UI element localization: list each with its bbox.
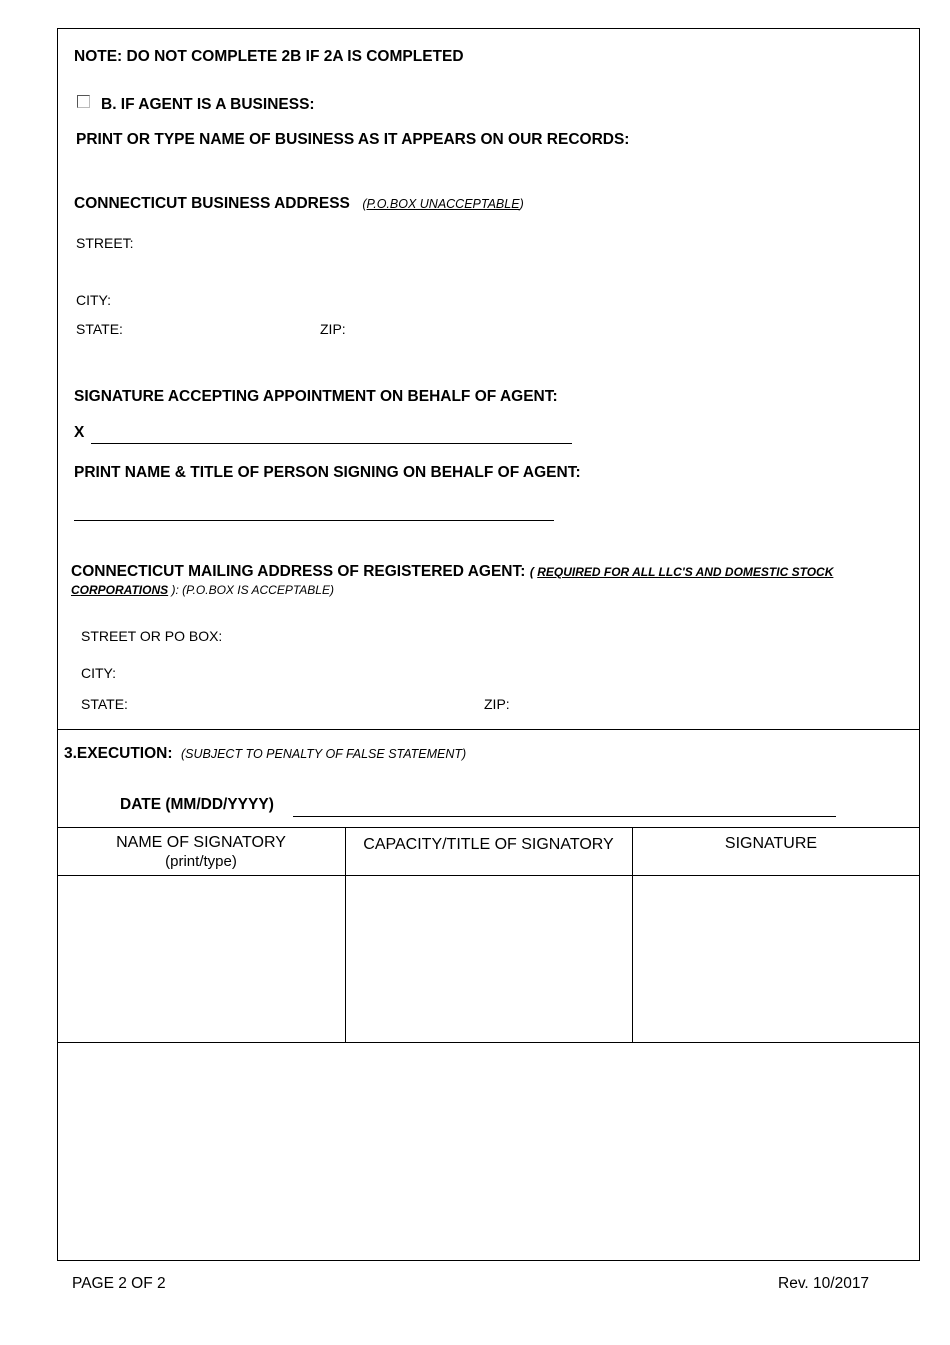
- section-divider: [57, 729, 920, 730]
- business-name-label: PRINT OR TYPE NAME OF BUSINESS AS IT APPEARS ON OUR RECORDS:: [76, 131, 630, 148]
- col-header-name-line2: (print/type): [165, 853, 237, 870]
- page-number: PAGE 2 OF 2: [72, 1275, 166, 1292]
- signatory-name-cell[interactable]: [58, 876, 344, 1041]
- execution-note: (SUBJECT TO PENALTY OF FALSE STATEMENT): [180, 747, 467, 761]
- business-address-heading: CONNECTICUT BUSINESS ADDRESS: [74, 195, 350, 212]
- date-line[interactable]: [293, 816, 836, 817]
- signatory-capacity-cell[interactable]: [346, 876, 631, 1041]
- revision-date: Rev. 10/2017: [778, 1275, 870, 1292]
- mailing-address-heading-block: [71, 564, 833, 580]
- execution-heading: 3.EXECUTION:: [64, 745, 173, 762]
- signatory-signature-cell[interactable]: [633, 876, 919, 1041]
- col-header-name-of-signatory: [57, 833, 345, 871]
- mailing-required-line2: CORPORATIONS: [71, 583, 169, 597]
- mailing-required-line1: REQUIRED FOR ALL LLC'S AND DOMESTIC STOCK: [537, 565, 834, 579]
- business-state-field[interactable]: [130, 316, 310, 338]
- execution-heading-row: [64, 745, 466, 763]
- business-city-field[interactable]: [118, 287, 898, 309]
- note-open-paren: (: [362, 197, 367, 211]
- section-b-title: B. IF AGENT IS A BUSINESS:: [101, 96, 315, 113]
- business-city-label: CITY:: [76, 292, 112, 308]
- mailing-address-heading: CONNECTICUT MAILING ADDRESS OF REGISTERED AGENT:: [71, 563, 526, 580]
- col-header-capacity-title: CAPACITY/TITLE OF SIGNATORY: [363, 836, 614, 853]
- business-zip-field[interactable]: [350, 316, 550, 338]
- business-address-heading-row: [74, 195, 524, 213]
- agent-signature-line[interactable]: [91, 443, 572, 444]
- table-bottom-border: [57, 1042, 920, 1043]
- mailing-zip-field[interactable]: [515, 691, 895, 713]
- note-text: NOTE: DO NOT COMPLETE 2B IF 2A IS COMPLETED: [74, 48, 464, 65]
- print-name-title-line[interactable]: [74, 520, 554, 521]
- business-street-field[interactable]: [140, 230, 900, 254]
- business-name-field[interactable]: [76, 150, 906, 180]
- table-top-border: [57, 827, 920, 828]
- note-text-underlined: P.O.BOX UNACCEPTABLE: [366, 197, 520, 211]
- col-header-signature: SIGNATURE: [724, 835, 818, 852]
- mailing-state-label: STATE:: [81, 696, 128, 712]
- note-close-paren: ): [519, 197, 524, 211]
- mailing-note-rest: ): (P.O.BOX IS ACCEPTABLE): [168, 583, 334, 597]
- mailing-zip-label: ZIP:: [484, 696, 510, 712]
- po-box-unacceptable-note: [362, 197, 523, 211]
- print-name-title-heading: PRINT NAME & TITLE OF PERSON SIGNING ON BEHALF OF AGENT:: [74, 464, 581, 481]
- agent-business-checkbox[interactable]: [77, 95, 90, 108]
- business-state-label: STATE:: [76, 321, 123, 337]
- date-label: DATE (MM/DD/YYYY): [120, 796, 274, 813]
- mailing-street-field[interactable]: [230, 623, 900, 645]
- business-street-label: STREET:: [76, 235, 134, 251]
- mailing-city-field[interactable]: [122, 660, 900, 682]
- mailing-street-label: STREET OR PO BOX:: [81, 628, 223, 644]
- signature-agent-heading: SIGNATURE ACCEPTING APPOINTMENT ON BEHALF OF AGENT:: [74, 388, 558, 405]
- mailing-address-note-line2: [71, 581, 334, 599]
- signature-x-mark: X: [74, 424, 85, 441]
- mailing-city-label: CITY:: [81, 665, 117, 681]
- mailing-state-field[interactable]: [135, 691, 465, 713]
- mailing-note-open: (: [529, 565, 538, 579]
- col-header-name-line1: NAME OF SIGNATORY: [116, 834, 286, 851]
- business-zip-label: ZIP:: [320, 321, 346, 337]
